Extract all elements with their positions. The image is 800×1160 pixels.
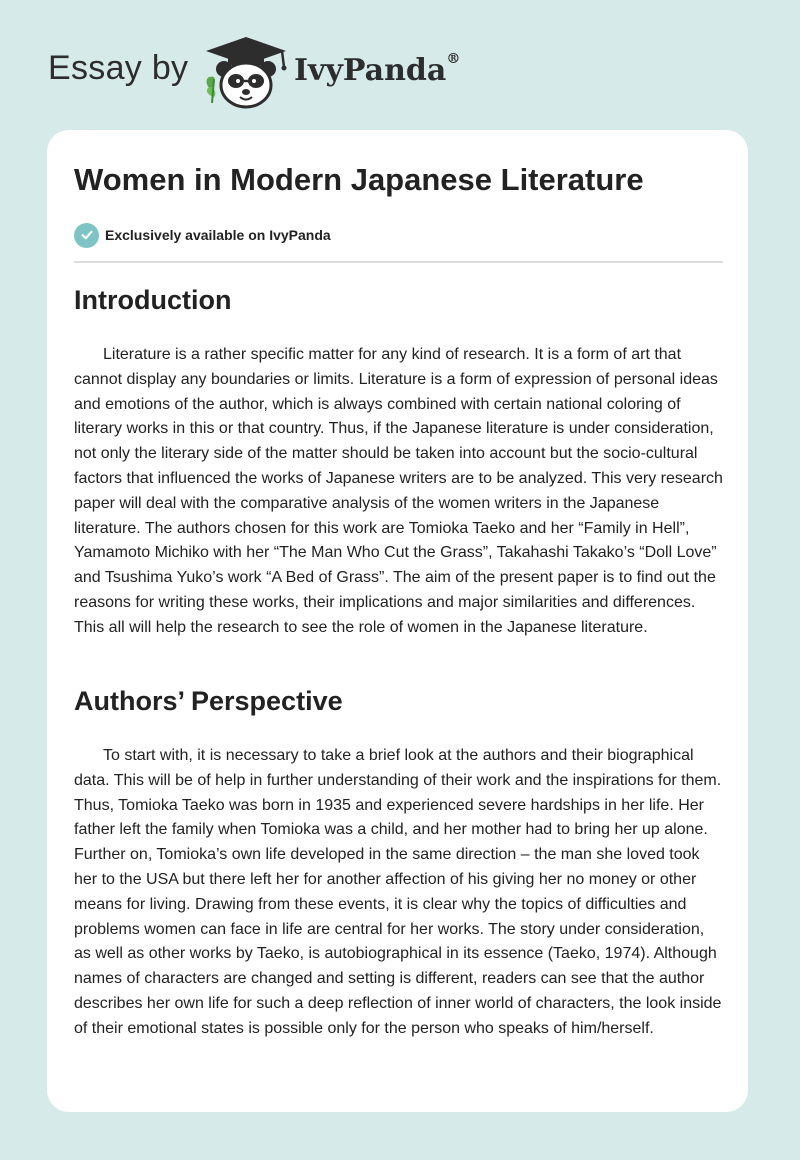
panda-graduate-icon[interactable] [200,35,292,109]
brand-name[interactable]: IvyPanda® [294,51,461,88]
exclusive-badge [74,222,331,248]
check-circle-icon [74,223,99,248]
section-heading-authors-perspective: Authors’ Perspective [74,686,343,716]
section-heading-introduction: Introduction [74,285,232,315]
exclusive-text: Exclusively available on IvyPanda [105,227,331,243]
brand-prefix: Essay by [48,49,189,87]
section-body-introduction: Literature is a rather specific matter for any kind of research. It is a form of art that cannot display any boundaries or limits. Literature is a form of expression of personal ideas and emotions of the author, which is always combined with certain national coloring of literary works in this or that country. Thus, if the Japanese literature is under consideration, not only the literary side of the matter should be taken into account but the socio-cultural factors that influenced the works of Japanese writers are to be analyzed. This very research paper will deal with the comparative analysis of the women writers in the Japanese literature. The authors chosen for this work are Tomioka Taeko and her “Family in Hell”, Yamamoto Michiko with her “The Man Who Cut the Grass”, Takahashi Takako’s “Doll Love” and Tsushima Yuko’s work “A Bed of Grass”. The aim of the present paper is to find out the reasons for writing these works, their implications and major similarities and differences. This all will help the research to see the role of women in the Japanese literature. [74,346,723,636]
section-body-authors-perspective: To start with, it is necessary to take a brief look at the authors and their biographical data. This will be of help in further understanding of their work and the inspirations for them. Thus, Tomioka Taeko was born in 1935 and experienced severe hardships in her life. Her father left the family when Tomioka was a child, and her mother had to bring her up alone. Further on, Tomioka’s own life developed in the same direction – the man she loved took her to the USA but there left her for another affection of his giving her no money or other means for living. Drawing from these events, it is clear why the topics of difficulties and problems women can face in life are central for her works. The story under consideration, as well as other works by Taeko, is autobiographical in its essence (Taeko, 1974). Although names of characters are changed and setting is different, readers can see that the author describes her own life for such a deep reflection of inner world of characters, the look inside of their emotional states is possible only for the person who speaks of him/herself. [74,747,722,1037]
divider [74,261,723,263]
essay-card [47,130,748,1112]
page-title: Women in Modern Japanese Literature [74,162,644,197]
registered-mark: ® [446,51,461,67]
site-header [0,0,800,125]
